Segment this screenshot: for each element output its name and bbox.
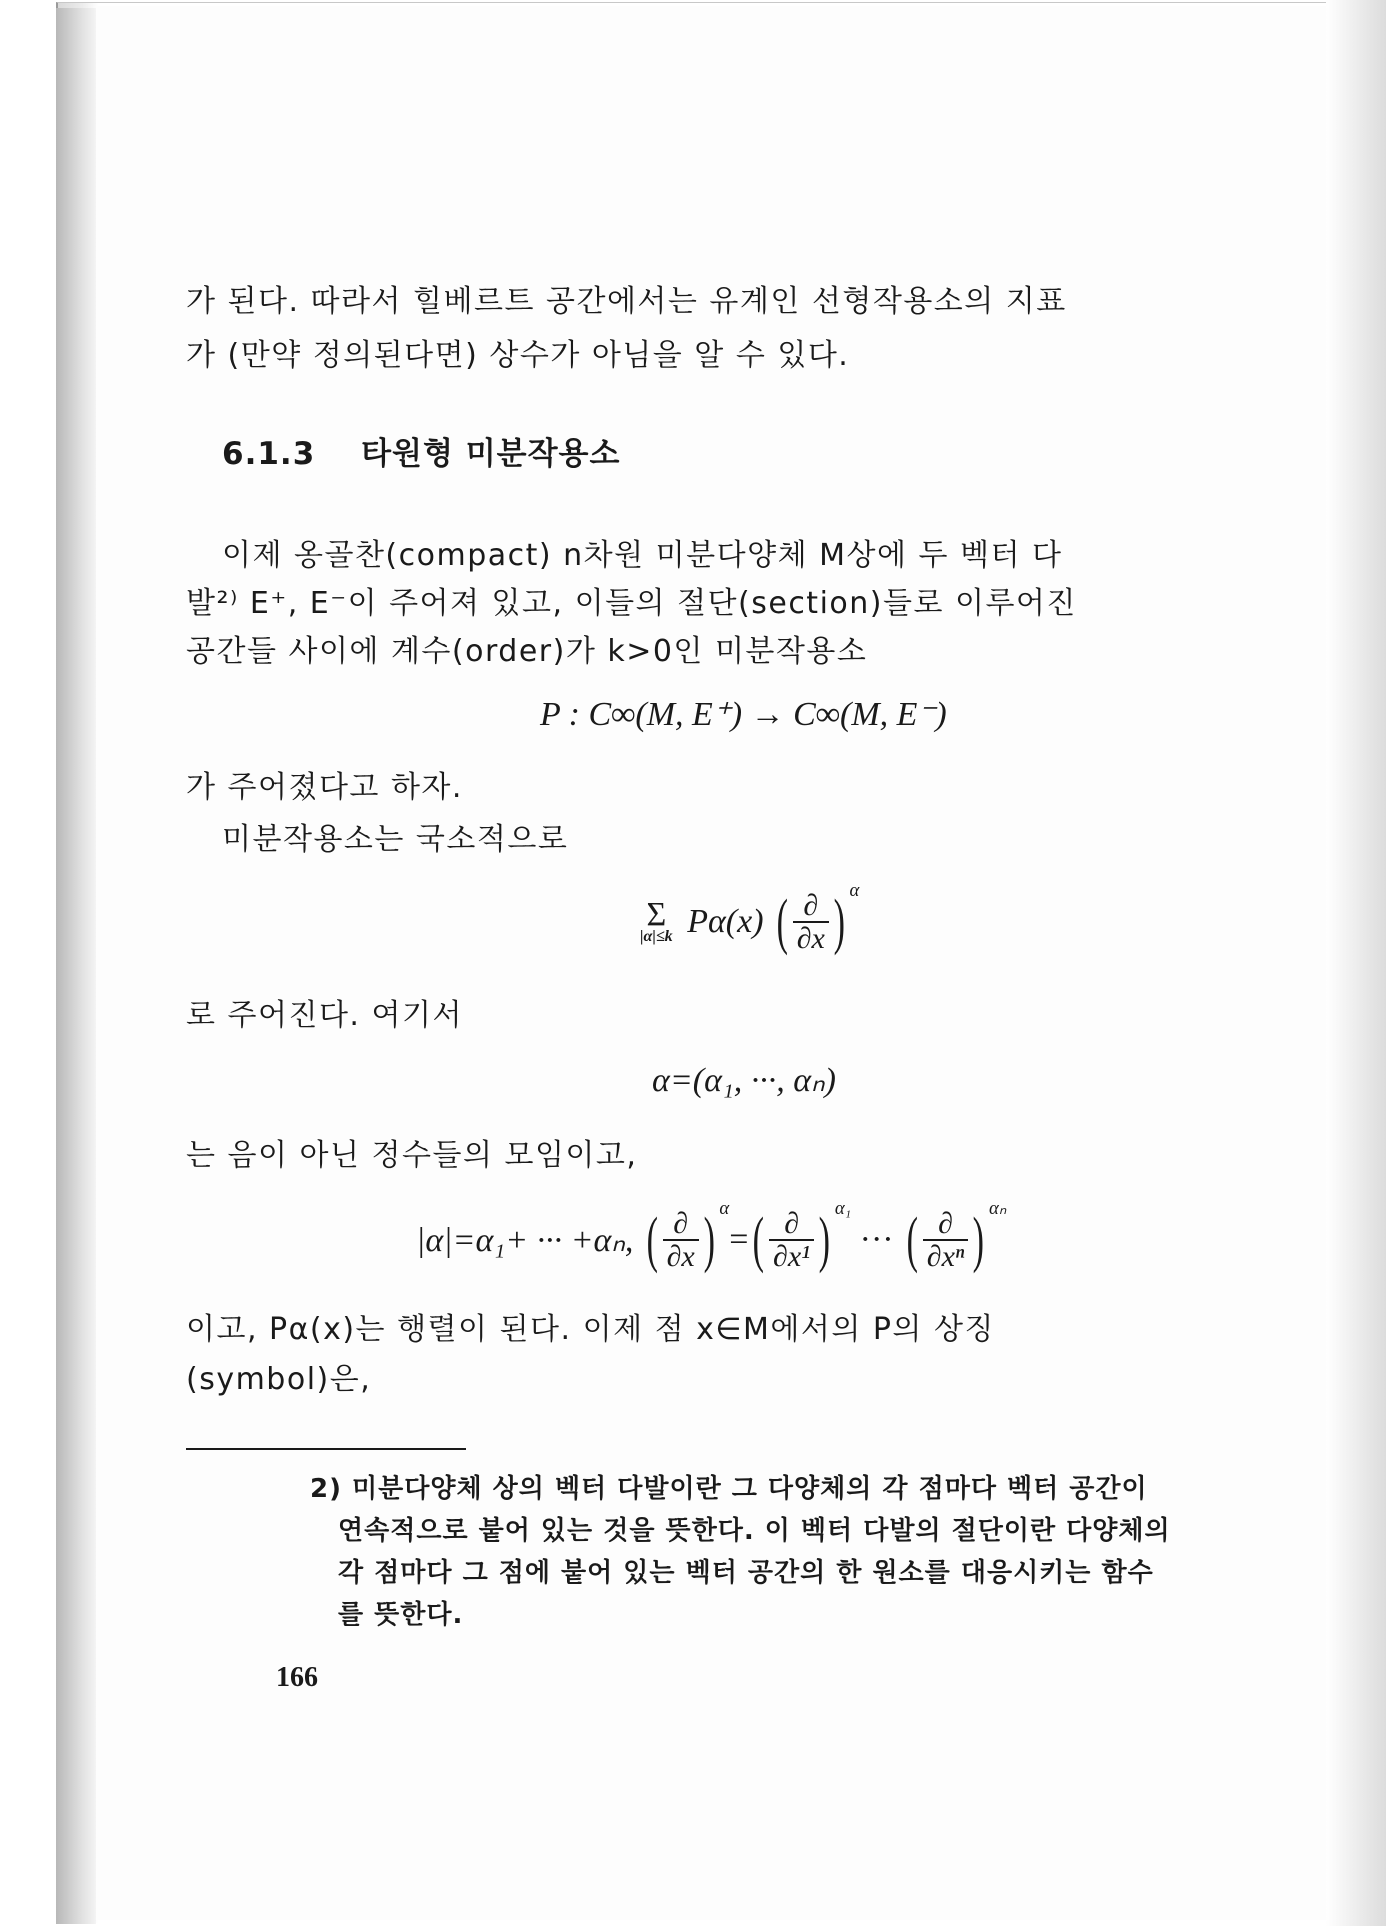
multi-index-sum: |α|=α₁+ ··· +αₙ, bbox=[416, 1222, 634, 1260]
paren-close: ) bbox=[973, 1206, 985, 1275]
body-line bbox=[186, 1130, 637, 1174]
coefficient-term: Pα(x) bbox=[687, 903, 764, 941]
body-text: 이제 옹골찬(compact) n차원 미분다양체 M상에 두 벡터 다 bbox=[222, 538, 1063, 573]
body-line bbox=[186, 1304, 995, 1348]
exponent: α₁ bbox=[834, 1198, 852, 1219]
body-line bbox=[186, 276, 1067, 320]
body-text: 로 주어진다. 여기서 bbox=[186, 998, 463, 1033]
body-text: 공간들 사이에 계수(order)가 k>0인 미분작용소 bbox=[186, 634, 868, 669]
paren-open: ( bbox=[906, 1206, 919, 1275]
body-line bbox=[186, 330, 849, 374]
sum-symbol: Σ bbox=[646, 895, 667, 933]
sum-index: |α|≤k bbox=[640, 928, 673, 946]
page-content bbox=[186, 0, 1246, 1926]
body-line bbox=[186, 990, 463, 1034]
section-title: 타원형 미분작용소 bbox=[361, 436, 621, 472]
equation-derivative bbox=[416, 1198, 1006, 1273]
equals-sign: = bbox=[729, 1221, 749, 1259]
footnote-divider bbox=[186, 1448, 466, 1450]
body-text: 가 (만약 정의된다면) 상수가 아님을 알 수 있다. bbox=[186, 338, 850, 373]
equation-multi-index: α=(α₁, ···, αₙ) bbox=[652, 1062, 836, 1099]
paren-open: ( bbox=[776, 888, 789, 957]
section-heading bbox=[222, 428, 620, 473]
equation-local-form bbox=[640, 880, 859, 955]
body-line bbox=[186, 626, 867, 670]
partial-fraction: $\frac{\partial}{\partial x}$ bbox=[663, 1208, 699, 1273]
body-text: 는 음이 아닌 정수들의 모임이고, bbox=[186, 1138, 638, 1173]
body-text: 가 된다. 따라서 힐베르트 공간에서는 유계인 선형작용소의 지표 bbox=[186, 284, 1067, 319]
exponent: αₙ bbox=[989, 1198, 1007, 1219]
footnote-line: 2) 미분다양체 상의 벡터 다발이란 그 다양체의 각 점마다 벡터 공간이 bbox=[310, 1474, 1148, 1504]
body-line bbox=[186, 762, 463, 806]
paren-close: ) bbox=[818, 1206, 831, 1275]
body-text: 발²⁾ E⁺, E⁻이 주어져 있고, 이들의 절단(section)들로 이루어진 bbox=[186, 586, 1077, 621]
partial-fraction: $\frac{\partial}{\text{∂xⁿ}}$ bbox=[923, 1208, 969, 1273]
partial-fraction: $\frac{\partial}{\partial x}$ bbox=[793, 890, 829, 955]
footnote-line: 연속적으로 붙어 있는 것을 뜻한다. 이 벡터 다발의 절단이란 다양체의 bbox=[338, 1516, 1171, 1546]
footnote-line: 각 점마다 그 점에 붙어 있는 벡터 공간의 한 원소를 대응시키는 함수 bbox=[338, 1558, 1154, 1588]
equation-operator: P : C∞(M, E⁺) → C∞(M, E⁻) bbox=[540, 696, 947, 733]
body-text: 가 주어졌다고 하자. bbox=[186, 770, 463, 805]
paren-close: ) bbox=[703, 1206, 715, 1275]
paren-open: ( bbox=[753, 1206, 765, 1275]
paren-close: ) bbox=[833, 888, 845, 957]
page-spine bbox=[56, 8, 96, 1924]
body-text: 이고, Pα(x)는 행렬이 된다. 이제 점 x∈M에서의 P의 상징 bbox=[186, 1312, 995, 1347]
body-text: 미분작용소는 국소적으로 bbox=[222, 822, 569, 857]
partial-fraction: $\frac{\partial}{\text{∂x¹}}$ bbox=[769, 1208, 814, 1273]
exponent: α bbox=[719, 1198, 730, 1219]
body-line bbox=[186, 578, 1077, 622]
sum-symbol-group bbox=[640, 895, 673, 946]
section-number: 6.1.3 bbox=[222, 436, 316, 472]
body-line bbox=[222, 814, 568, 858]
exponent: α bbox=[849, 880, 860, 901]
footnote-line: 를 뜻한다. bbox=[338, 1600, 464, 1630]
page-number: 166 bbox=[276, 1662, 318, 1693]
ellipsis: ··· bbox=[859, 1221, 894, 1259]
body-line bbox=[222, 530, 1062, 574]
body-text: (symbol)은, bbox=[186, 1362, 372, 1397]
page-right-edge bbox=[1326, 0, 1386, 1926]
paren-open: ( bbox=[646, 1206, 658, 1275]
body-line bbox=[186, 1354, 371, 1398]
